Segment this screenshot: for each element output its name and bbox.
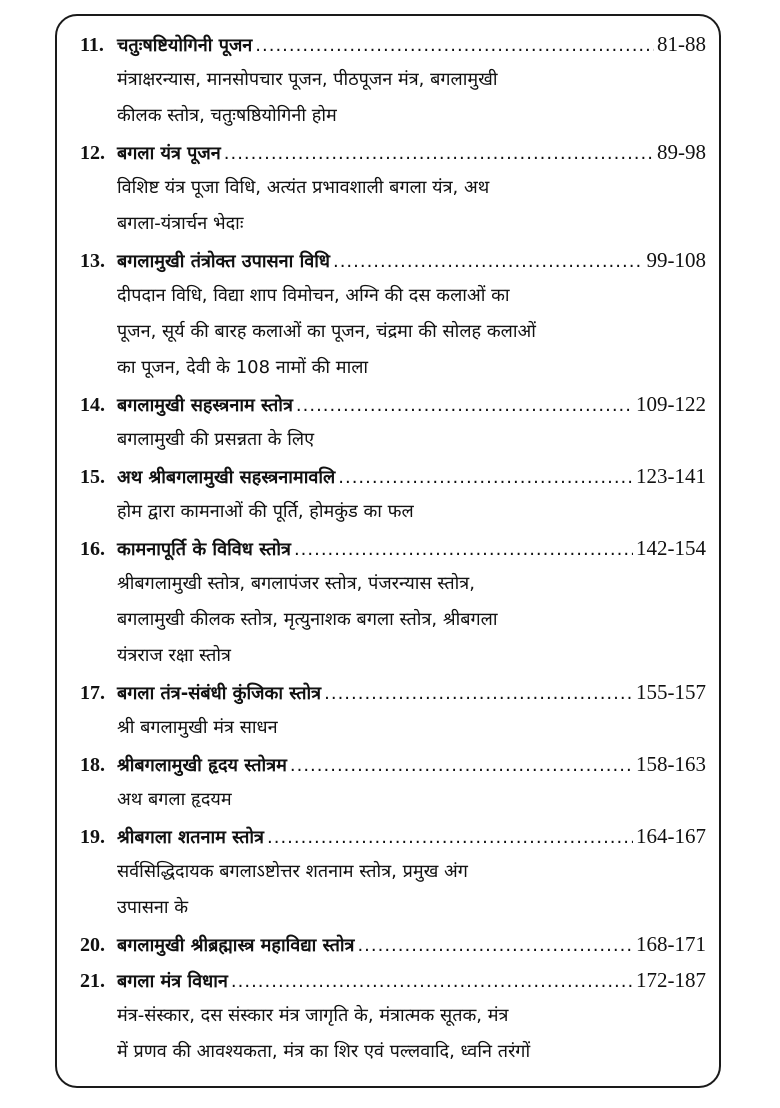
description-line: का पूजन, देवी के 108 नामों की माला: [117, 357, 369, 378]
toc-entry: [80, 530, 706, 674]
toc-entry: [80, 962, 706, 1070]
chapter-number: 14.: [80, 394, 105, 416]
toc-entry-heading[interactable]: [80, 530, 706, 566]
dot-leader: [267, 820, 633, 856]
page-range: 99-108: [646, 248, 706, 272]
chapter-title: कामनापूर्ति के विविध स्तोत्र: [117, 539, 291, 560]
chapter-number: 16.: [80, 538, 105, 560]
toc-entry: [80, 242, 706, 386]
description-line: बगला-यंत्रार्चन भेदाः: [117, 213, 244, 234]
toc-entry-heading[interactable]: [80, 746, 706, 782]
description-line: सर्वसिद्धिदायक बगलाऽष्टोत्तर शतनाम स्तोत्र, प्रमुख अंग: [117, 861, 468, 882]
dot-leader: [324, 676, 633, 712]
description-line: श्री बगलामुखी मंत्र साधन: [117, 717, 278, 738]
chapter-number: 21.: [80, 970, 105, 992]
chapter-title: बगलामुखी सहस्त्रनाम स्तोत्र: [117, 395, 293, 416]
chapter-description: [117, 62, 706, 134]
page-range: 155-157: [636, 680, 706, 704]
table-of-contents: [80, 26, 706, 1070]
chapter-description: [117, 422, 706, 458]
chapter-description: [117, 998, 706, 1070]
page-range: 81-88: [657, 32, 706, 56]
toc-entry: [80, 746, 706, 818]
dot-leader: [231, 964, 633, 1000]
chapter-description: [117, 854, 706, 926]
chapter-title: श्रीबगलामुखी हृदय स्तोत्रम: [117, 755, 287, 776]
description-line: बगलामुखी कीलक स्तोत्र, मृत्युनाशक बगला स्तोत्र, श्रीबगला: [117, 609, 498, 630]
chapter-description: [117, 278, 706, 386]
page-range: 164-167: [636, 824, 706, 848]
chapter-description: [117, 710, 706, 746]
toc-entry: [80, 26, 706, 134]
dot-leader: [255, 28, 654, 64]
dot-leader: [357, 928, 633, 964]
description-line: होम द्वारा कामनाओं की पूर्ति, होमकुंड का फल: [117, 501, 414, 522]
dot-leader: [338, 460, 633, 496]
chapter-title: बगला मंत्र विधान: [117, 971, 228, 992]
page-range: 142-154: [636, 536, 706, 560]
description-line: अथ बगला हृदयम: [117, 789, 232, 810]
dot-leader: [294, 532, 633, 568]
page-range: 158-163: [636, 752, 706, 776]
chapter-title: अथ श्रीबगलामुखी सहस्त्रनामावलि: [117, 467, 336, 488]
chapter-title: श्रीबगला शतनाम स्तोत्र: [117, 827, 264, 848]
chapter-description: [117, 494, 706, 530]
chapter-title: बगलामुखी तंत्रोक्त उपासना विधि: [117, 251, 330, 272]
toc-entry: [80, 818, 706, 926]
page-range: 123-141: [636, 464, 706, 488]
chapter-number: 12.: [80, 142, 105, 164]
toc-entry-heading[interactable]: [80, 674, 706, 710]
chapter-number: 20.: [80, 934, 105, 956]
chapter-title: चतुःषष्टियोगिनी पूजन: [117, 35, 253, 56]
dot-leader: [296, 388, 633, 424]
description-line: मंत्र-संस्कार, दस संस्कार मंत्र जागृति के, मंत्रात्मक सूतक, मंत्र: [117, 1005, 509, 1026]
chapter-title: बगला यंत्र पूजन: [117, 143, 221, 164]
description-line: पूजन, सूर्य की बारह कलाओं का पूजन, चंद्रमा की सोलह कलाओं: [117, 321, 536, 342]
toc-entry-heading[interactable]: [80, 242, 706, 278]
description-line: में प्रणव की आवश्यकता, मंत्र का शिर एवं पल्लवादि, ध्वनि तरंगों: [117, 1041, 531, 1062]
page-range: 172-187: [636, 968, 706, 992]
toc-entry: [80, 134, 706, 242]
toc-entry-heading[interactable]: [80, 962, 706, 998]
toc-entry-heading[interactable]: [80, 386, 706, 422]
chapter-description: [117, 566, 706, 674]
chapter-number: 19.: [80, 826, 105, 848]
chapter-number: 15.: [80, 466, 105, 488]
description-line: उपासना के: [117, 897, 189, 918]
description-line: कीलक स्तोत्र, चतुःषष्ठियोगिनी होम: [117, 105, 337, 126]
toc-entry-heading[interactable]: [80, 26, 706, 62]
toc-entry-heading[interactable]: [80, 458, 706, 494]
dot-leader: [224, 136, 654, 172]
toc-entry-heading[interactable]: [80, 926, 706, 962]
chapter-number: 13.: [80, 250, 105, 272]
toc-entry: [80, 386, 706, 458]
chapter-description: [117, 782, 706, 818]
page-range: 168-171: [636, 932, 706, 956]
chapter-number: 11.: [80, 34, 104, 56]
toc-entry: [80, 674, 706, 746]
description-line: श्रीबगलामुखी स्तोत्र, बगलापंजर स्तोत्र, पंजरन्यास स्तोत्र,: [117, 573, 475, 594]
toc-entry-heading[interactable]: [80, 134, 706, 170]
dot-leader: [333, 244, 644, 280]
description-line: विशिष्ट यंत्र पूजा विधि, अत्यंत प्रभावशाली बगला यंत्र, अथ: [117, 177, 490, 198]
toc-entry: [80, 458, 706, 530]
toc-entry: [80, 926, 706, 962]
description-line: मंत्राक्षरन्यास, मानसोपचार पूजन, पीठपूजन मंत्र, बगलामुखी: [117, 69, 498, 90]
chapter-title: बगला तंत्र-संबंधी कुंजिका स्तोत्र: [117, 683, 322, 704]
toc-entries: [80, 26, 706, 1070]
chapter-number: 17.: [80, 682, 105, 704]
toc-entry-heading[interactable]: [80, 818, 706, 854]
dot-leader: [290, 748, 633, 784]
description-line: दीपदान विधि, विद्या शाप विमोचन, अग्नि की दस कलाओं का: [117, 285, 510, 306]
chapter-description: [117, 170, 706, 242]
chapter-number: 18.: [80, 754, 105, 776]
description-line: बगलामुखी की प्रसन्नता के लिए: [117, 429, 315, 450]
page-range: 109-122: [636, 392, 706, 416]
page-range: 89-98: [657, 140, 706, 164]
description-line: यंत्रराज रक्षा स्तोत्र: [117, 645, 231, 666]
chapter-title: बगलामुखी श्रीब्रह्मास्त्र महाविद्या स्तोत्र: [117, 935, 355, 956]
